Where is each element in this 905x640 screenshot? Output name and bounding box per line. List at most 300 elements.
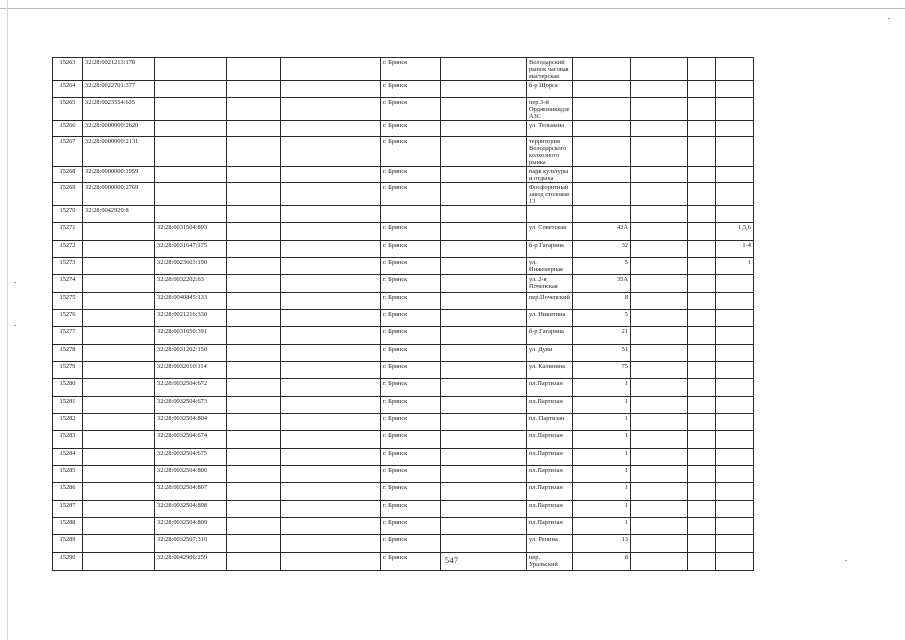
cell-city: г. Брянск — [381, 58, 441, 81]
cell-house-number: 1 — [572, 431, 630, 449]
cell-apartments — [715, 379, 753, 397]
cell-apartments — [715, 58, 753, 81]
cell-address: пл.Партизан — [527, 501, 573, 518]
cell-empty — [281, 258, 381, 275]
table-row — [53, 397, 754, 414]
cell-number: 15266 — [53, 121, 83, 137]
cell-empty — [630, 362, 687, 379]
cell-cadastral-secondary — [155, 81, 227, 98]
cell-cadastral-primary — [83, 414, 155, 431]
cell-house-number: 21 — [572, 327, 630, 345]
cell-number: 15287 — [53, 501, 83, 518]
page-number: 547 — [445, 556, 459, 565]
cell-empty — [281, 293, 381, 310]
cell-empty — [281, 553, 381, 571]
cell-empty — [630, 293, 687, 310]
cell-empty — [441, 518, 527, 535]
cell-empty — [687, 121, 715, 137]
scan-speck — [14, 282, 16, 283]
cell-empty — [227, 293, 281, 310]
cell-city: г. Брянск — [381, 137, 441, 167]
cell-empty — [227, 310, 281, 327]
cell-address: Фосфоритный завод столовая 13 — [527, 183, 573, 206]
table-row — [53, 258, 754, 275]
cell-cadastral-secondary: 32:28:0031650:391 — [155, 327, 227, 345]
cell-house-number: 1 — [572, 449, 630, 466]
cell-cadastral-secondary — [155, 98, 227, 121]
cell-empty — [630, 310, 687, 327]
cell-cadastral-secondary: 32:28:0032504:808 — [155, 501, 227, 518]
cell-apartments — [715, 535, 753, 553]
cell-city: г. Брянск — [381, 414, 441, 431]
table-row — [53, 483, 754, 501]
cell-address: пл.Партизан — [527, 483, 573, 501]
cell-cadastral-primary: 32:28:0021213:178 — [83, 58, 155, 81]
cell-number: 15278 — [53, 345, 83, 362]
cell-empty — [630, 397, 687, 414]
cell-cadastral-secondary: 32:28:0032507:310 — [155, 535, 227, 553]
cell-empty — [441, 431, 527, 449]
cell-apartments — [715, 183, 753, 206]
table-row — [53, 310, 754, 327]
cell-city: г. Брянск — [381, 518, 441, 535]
cell-house-number: 1 — [572, 379, 630, 397]
cell-empty — [227, 553, 281, 571]
cell-apartments — [715, 449, 753, 466]
cell-city: г. Брянск — [381, 223, 441, 241]
cell-address: пер. Уральский — [527, 553, 573, 571]
cell-apartments — [715, 553, 753, 571]
cell-empty — [227, 379, 281, 397]
table-body — [53, 58, 754, 571]
cell-number: 15263 — [53, 58, 83, 81]
cell-empty — [687, 466, 715, 483]
cell-cadastral-primary — [83, 223, 155, 241]
cell-number: 15284 — [53, 449, 83, 466]
cell-address: б-р Гагарина — [527, 327, 573, 345]
cell-empty — [687, 345, 715, 362]
cell-city: г. Брянск — [381, 98, 441, 121]
cell-city: г. Брянск — [381, 379, 441, 397]
cell-empty — [630, 345, 687, 362]
cell-city: г. Брянск — [381, 183, 441, 206]
cell-empty — [630, 553, 687, 571]
cell-empty — [630, 431, 687, 449]
cell-empty — [687, 553, 715, 571]
cell-city: г. Брянск — [381, 293, 441, 310]
cell-city: г. Брянск — [381, 345, 441, 362]
cell-house-number — [572, 167, 630, 183]
cell-empty — [281, 345, 381, 362]
cell-apartments — [715, 98, 753, 121]
cell-empty — [281, 121, 381, 137]
cell-empty — [227, 397, 281, 414]
cell-cadastral-secondary — [155, 206, 227, 223]
table-row — [53, 275, 754, 293]
cell-cadastral-primary: 32:28:0000000:2620 — [83, 121, 155, 137]
cell-number: 15268 — [53, 167, 83, 183]
cell-empty — [281, 466, 381, 483]
table-row — [53, 81, 754, 98]
cell-empty — [687, 327, 715, 345]
cell-apartments — [715, 414, 753, 431]
cell-apartments — [715, 167, 753, 183]
cell-number: 15281 — [53, 397, 83, 414]
cell-number: 15290 — [53, 553, 83, 571]
cell-number: 15275 — [53, 293, 83, 310]
cell-cadastral-primary — [83, 293, 155, 310]
table-row — [53, 327, 754, 345]
cell-empty — [441, 167, 527, 183]
cell-empty — [441, 275, 527, 293]
cell-cadastral-secondary: 32:28:0031202:150 — [155, 345, 227, 362]
cell-empty — [281, 206, 381, 223]
cell-apartments: 1-4 — [715, 241, 753, 258]
cell-empty — [441, 535, 527, 553]
cell-empty — [630, 58, 687, 81]
cell-city: г. Брянск — [381, 466, 441, 483]
cell-empty — [441, 241, 527, 258]
cell-city: г. Брянск — [381, 397, 441, 414]
cell-empty — [227, 345, 281, 362]
cell-empty — [227, 98, 281, 121]
cell-empty — [630, 223, 687, 241]
cell-address: ул. Никитина — [527, 310, 573, 327]
table-row — [53, 379, 754, 397]
table-row — [53, 137, 754, 167]
cell-empty — [687, 206, 715, 223]
cell-number: 15282 — [53, 414, 83, 431]
cell-apartments — [715, 327, 753, 345]
cell-cadastral-secondary: 32:28:0032504:675 — [155, 449, 227, 466]
cell-empty — [687, 431, 715, 449]
cell-house-number: 1 — [572, 466, 630, 483]
cell-apartments — [715, 518, 753, 535]
cell-cadastral-primary — [83, 327, 155, 345]
cell-empty — [630, 535, 687, 553]
cell-address: ул. Советская — [527, 223, 573, 241]
cell-apartments — [715, 81, 753, 98]
cell-city: г. Брянск — [381, 535, 441, 553]
cell-house-number — [572, 121, 630, 137]
cell-empty — [441, 483, 527, 501]
cell-empty — [227, 327, 281, 345]
cell-number: 15283 — [53, 431, 83, 449]
cell-address: ул. Репина — [527, 535, 573, 553]
table-row — [53, 121, 754, 137]
cell-cadastral-secondary: 32:28:0032504:806 — [155, 466, 227, 483]
cell-empty — [630, 241, 687, 258]
cell-house-number: 1 — [572, 501, 630, 518]
table-row — [53, 414, 754, 431]
cell-house-number — [572, 98, 630, 121]
cell-address: пер.3-й Орджоникидзе АЗС — [527, 98, 573, 121]
cell-empty — [227, 275, 281, 293]
cell-number: 15288 — [53, 518, 83, 535]
cell-cadastral-primary — [83, 379, 155, 397]
cell-house-number: 13 — [572, 535, 630, 553]
table-row — [53, 362, 754, 379]
cell-empty — [441, 414, 527, 431]
table-row — [53, 167, 754, 183]
cell-cadastral-primary — [83, 535, 155, 553]
cell-empty — [441, 345, 527, 362]
table-row — [53, 501, 754, 518]
cell-number: 15270 — [53, 206, 83, 223]
table-row — [53, 58, 754, 81]
cell-empty — [441, 258, 527, 275]
cell-cadastral-primary — [83, 241, 155, 258]
table-row — [53, 293, 754, 310]
cell-empty — [227, 431, 281, 449]
cell-empty — [687, 501, 715, 518]
cell-empty — [281, 241, 381, 258]
cell-number: 15274 — [53, 275, 83, 293]
cell-city: г. Брянск — [381, 241, 441, 258]
cell-house-number: 1 — [572, 483, 630, 501]
cell-house-number: 43А — [572, 223, 630, 241]
cell-empty — [687, 362, 715, 379]
cell-number: 15279 — [53, 362, 83, 379]
cell-house-number: 5 — [572, 310, 630, 327]
cell-city: г. Брянск — [381, 501, 441, 518]
cell-empty — [281, 310, 381, 327]
cell-cadastral-primary — [83, 310, 155, 327]
cell-apartments — [715, 293, 753, 310]
cell-address: пл.Партизан — [527, 449, 573, 466]
cell-cadastral-secondary — [155, 167, 227, 183]
cell-address: пл.Партизан — [527, 397, 573, 414]
cell-empty — [630, 81, 687, 98]
cell-number: 15267 — [53, 137, 83, 167]
cell-cadastral-secondary: 32:28:0021216:330 — [155, 310, 227, 327]
cell-empty — [441, 183, 527, 206]
cell-number: 15286 — [53, 483, 83, 501]
cell-empty — [441, 293, 527, 310]
cell-cadastral-secondary: 32:28:0032504:672 — [155, 379, 227, 397]
cell-cadastral-secondary: 32:28:0032010:114 — [155, 362, 227, 379]
cell-number: 15265 — [53, 98, 83, 121]
cell-empty — [441, 379, 527, 397]
cell-cadastral-primary — [83, 258, 155, 275]
cell-empty — [630, 449, 687, 466]
cell-house-number — [572, 206, 630, 223]
cell-empty — [687, 275, 715, 293]
cell-number: 15264 — [53, 81, 83, 98]
cell-empty — [281, 223, 381, 241]
cell-empty — [441, 98, 527, 121]
cell-city: г. Брянск — [381, 431, 441, 449]
cell-empty — [227, 183, 281, 206]
cell-empty — [281, 379, 381, 397]
cell-empty — [630, 206, 687, 223]
cell-empty — [281, 81, 381, 98]
cell-empty — [227, 535, 281, 553]
table-row — [53, 518, 754, 535]
cell-address: ул. 2-я Почепская — [527, 275, 573, 293]
cell-empty — [687, 535, 715, 553]
cell-empty — [687, 518, 715, 535]
cell-empty — [281, 183, 381, 206]
cell-cadastral-secondary — [155, 58, 227, 81]
cell-empty — [687, 167, 715, 183]
cell-cadastral-secondary: 32:28:0042906:259 — [155, 553, 227, 571]
cell-empty — [281, 98, 381, 121]
cell-cadastral-primary — [83, 362, 155, 379]
cell-address: ул. Инженерная — [527, 258, 573, 275]
cell-apartments — [715, 362, 753, 379]
cell-empty — [687, 414, 715, 431]
cell-empty — [630, 501, 687, 518]
cell-empty — [687, 223, 715, 241]
cell-apartments — [715, 345, 753, 362]
cell-empty — [281, 327, 381, 345]
cell-cadastral-primary — [83, 518, 155, 535]
cell-number: 15280 — [53, 379, 83, 397]
cell-address: территория Володарского колхозного рынка — [527, 137, 573, 167]
cell-empty — [227, 121, 281, 137]
cell-apartments — [715, 501, 753, 518]
cell-empty — [281, 535, 381, 553]
cell-empty — [227, 483, 281, 501]
cell-cadastral-primary — [83, 501, 155, 518]
cell-city: г. Брянск — [381, 310, 441, 327]
table-row — [53, 241, 754, 258]
cell-empty — [227, 449, 281, 466]
scan-speck — [845, 560, 847, 561]
cell-empty — [630, 167, 687, 183]
cell-house-number — [572, 58, 630, 81]
cell-empty — [687, 258, 715, 275]
cell-house-number: 1 — [572, 518, 630, 535]
table-row — [53, 466, 754, 483]
cell-empty — [227, 518, 281, 535]
cell-house-number — [572, 137, 630, 167]
cell-empty — [630, 275, 687, 293]
cell-empty — [281, 275, 381, 293]
cell-empty — [687, 379, 715, 397]
cell-house-number: 32 — [572, 241, 630, 258]
cell-apartments — [715, 310, 753, 327]
cell-house-number: 51 — [572, 345, 630, 362]
cell-address: б-р Щорса — [527, 81, 573, 98]
cell-empty — [630, 466, 687, 483]
cell-city: г. Брянск — [381, 327, 441, 345]
cell-empty — [687, 310, 715, 327]
cell-address: ул. Тельмана — [527, 121, 573, 137]
cell-empty — [281, 137, 381, 167]
cell-city: г. Брянск — [381, 449, 441, 466]
table-row — [53, 345, 754, 362]
cell-cadastral-primary: 32:28:0000000:1959 — [83, 167, 155, 183]
cell-apartments — [715, 397, 753, 414]
cell-cadastral-primary — [83, 275, 155, 293]
cell-house-number — [572, 81, 630, 98]
table-row — [53, 553, 754, 571]
cell-empty — [441, 121, 527, 137]
cell-house-number: 35А — [572, 275, 630, 293]
cell-cadastral-secondary: 32:28:0032504:807 — [155, 483, 227, 501]
cell-apartments: 1 — [715, 258, 753, 275]
cell-apartments — [715, 483, 753, 501]
cell-address: б-р Гагарина — [527, 241, 573, 258]
cell-empty — [441, 501, 527, 518]
table-row — [53, 183, 754, 206]
cell-empty — [630, 379, 687, 397]
cell-empty — [687, 241, 715, 258]
cell-address: ул. Дуки — [527, 345, 573, 362]
cell-city: г. Брянск — [381, 81, 441, 98]
cell-cadastral-secondary: 32:28:0040845:133 — [155, 293, 227, 310]
cell-number: 15289 — [53, 535, 83, 553]
cell-cadastral-secondary: 32:28:0031504:893 — [155, 223, 227, 241]
cell-cadastral-secondary: 32:28:0032504:804 — [155, 414, 227, 431]
cell-city — [381, 206, 441, 223]
cell-city: г. Брянск — [381, 362, 441, 379]
cell-empty — [281, 362, 381, 379]
scan-speck — [888, 18, 890, 19]
cell-empty — [227, 501, 281, 518]
cell-house-number: 75 — [572, 362, 630, 379]
table-row — [53, 98, 754, 121]
cell-empty — [687, 98, 715, 121]
cell-house-number: 1 — [572, 397, 630, 414]
cell-empty — [441, 137, 527, 167]
cell-empty — [441, 58, 527, 81]
cell-apartments — [715, 275, 753, 293]
cell-city: г. Брянск — [381, 275, 441, 293]
cell-address: пл.Партизан — [527, 379, 573, 397]
cell-cadastral-secondary: 32:28:0032504:673 — [155, 397, 227, 414]
cell-empty — [687, 58, 715, 81]
table-row — [53, 206, 754, 223]
cell-empty — [227, 414, 281, 431]
cell-address: пл.Партизан — [527, 518, 573, 535]
cell-empty — [630, 121, 687, 137]
cell-number: 15285 — [53, 466, 83, 483]
cell-number: 15277 — [53, 327, 83, 345]
cell-house-number: 8 — [572, 553, 630, 571]
cell-cadastral-primary: 32:28:0022701:377 — [83, 81, 155, 98]
cell-cadastral-secondary: 32:28:0031647:175 — [155, 241, 227, 258]
cell-empty — [281, 518, 381, 535]
registry-table — [52, 57, 754, 571]
cell-empty — [227, 362, 281, 379]
cell-empty — [630, 414, 687, 431]
cell-empty — [630, 98, 687, 121]
table-row — [53, 223, 754, 241]
cell-empty — [227, 223, 281, 241]
cell-empty — [441, 449, 527, 466]
cell-empty — [441, 206, 527, 223]
cell-address: пер.Почепский — [527, 293, 573, 310]
table-row — [53, 535, 754, 553]
cell-empty — [441, 466, 527, 483]
cell-cadastral-secondary: 32:28:0032202:63 — [155, 275, 227, 293]
table-row — [53, 449, 754, 466]
cell-empty — [227, 167, 281, 183]
cell-empty — [227, 241, 281, 258]
cell-apartments — [715, 206, 753, 223]
cell-address: пл. Партизан — [527, 414, 573, 431]
cell-house-number: 5 — [572, 258, 630, 275]
cell-apartments: 1,5,6 — [715, 223, 753, 241]
cell-apartments — [715, 431, 753, 449]
cell-cadastral-secondary: 32:28:0032504:674 — [155, 431, 227, 449]
cell-empty — [687, 449, 715, 466]
cell-city: г. Брянск — [381, 483, 441, 501]
cell-house-number: 1 — [572, 414, 630, 431]
